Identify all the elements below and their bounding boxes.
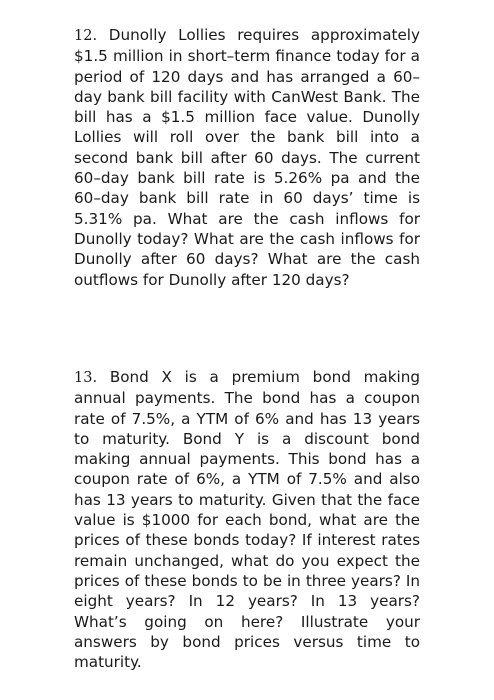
- question-13: [74, 367, 420, 672]
- question-number: 12.: [74, 28, 98, 44]
- question-text: Bond X is a premium bond making annual payments. The bond has a coupon rate of 7.5%, a YTM of 6% and has 13 years to maturity. Bond Y is a discount bond making annual payments. This bond has a coupon rate of 6%, a YTM of 7.5% and also has 13 years to maturity. Given that the face value is $1000 for each bond, what are the prices of these bonds today? If interest rates remain unchanged, what do you expect the prices of these bonds to be in three years? In eight years? In 12 years? In 13 years? What’s going on here? Illustrate your answers by bond prices versus time to maturity.: [74, 368, 420, 672]
- question-12: [74, 25, 420, 290]
- question-text: Dunolly Lollies requires approximately $1.5 million in short–term finance today for a period of 120 days and has arranged a 60–day bank bill facility with CanWest Bank. The bill has a $1.5 million face value. Dunolly Lollies will roll over the bank bill into a second bank bill after 60 days. The current 60–day bank bill rate is 5.26% pa and the 60–day bank bill rate in 60 days’ time is 5.31% pa. What are the cash inflows for Dunolly today? What are the cash inflows for Dunolly after 60 days? What are the cash outflows for Dunolly after 120 days?: [74, 26, 421, 289]
- question-number: 13.: [74, 370, 98, 386]
